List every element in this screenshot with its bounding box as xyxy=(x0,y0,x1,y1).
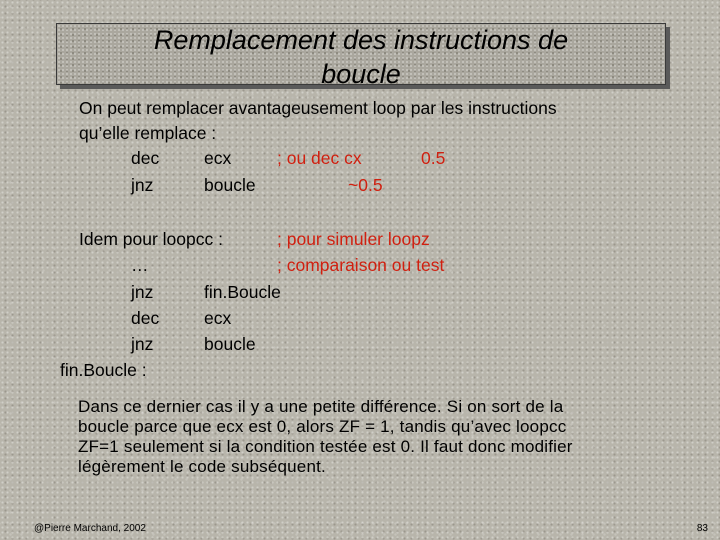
code2-row1-instr: jnz xyxy=(131,282,154,302)
title-box xyxy=(56,23,666,85)
code2-row1-operand: fin.Boucle xyxy=(204,282,281,302)
footer-author: @Pierre Marchand, 2002 xyxy=(34,523,146,534)
code1-row2-operand: boucle xyxy=(204,175,256,195)
paragraph-line: légèrement le code subséquent. xyxy=(78,457,326,476)
page-number: 83 xyxy=(696,523,708,534)
slide-title-line2: boucle xyxy=(321,59,401,85)
code1-row1-comment: ; ou dec cx xyxy=(277,148,362,168)
code2-row2-operand: ecx xyxy=(204,308,232,328)
intro-line2: qu’elle remplace : xyxy=(79,123,217,143)
explanation-paragraph xyxy=(78,397,658,477)
paragraph-line: Dans ce dernier cas il y a une petite différence. Si on sort de la xyxy=(78,397,564,416)
code1-row2-timing: ~0.5 xyxy=(348,175,383,195)
slide-title-line1: Remplacement des instructions de xyxy=(153,25,569,55)
code2-row2-instr: dec xyxy=(131,308,160,328)
code2-ellipsis: … xyxy=(131,255,149,275)
slide-title xyxy=(57,23,665,85)
code2-ellipsis-comment: ; comparaison ou test xyxy=(277,255,445,275)
code2-label: fin.Boucle : xyxy=(60,360,147,380)
code1-row1-operand: ecx xyxy=(204,148,232,168)
code2-header-comment: ; pour simuler loopz xyxy=(277,229,430,249)
code2-header: Idem pour loopcc : xyxy=(79,229,223,249)
code2-row3-instr: jnz xyxy=(131,334,154,354)
code1-row2-instr: jnz xyxy=(131,175,154,195)
code1-row1-timing: 0.5 xyxy=(421,148,446,168)
intro-line1: On peut remplacer avantageusement loop par les instructions xyxy=(79,98,557,118)
paragraph-line: ZF=1 seulement si la condition testée est 0. Il faut donc modifier xyxy=(78,437,573,456)
code2-row3-operand: boucle xyxy=(204,334,256,354)
code1-row1-instr: dec xyxy=(131,148,160,168)
paragraph-line: boucle parce que ecx est 0, alors ZF = 1, tandis qu’avec loopcc xyxy=(78,417,567,436)
